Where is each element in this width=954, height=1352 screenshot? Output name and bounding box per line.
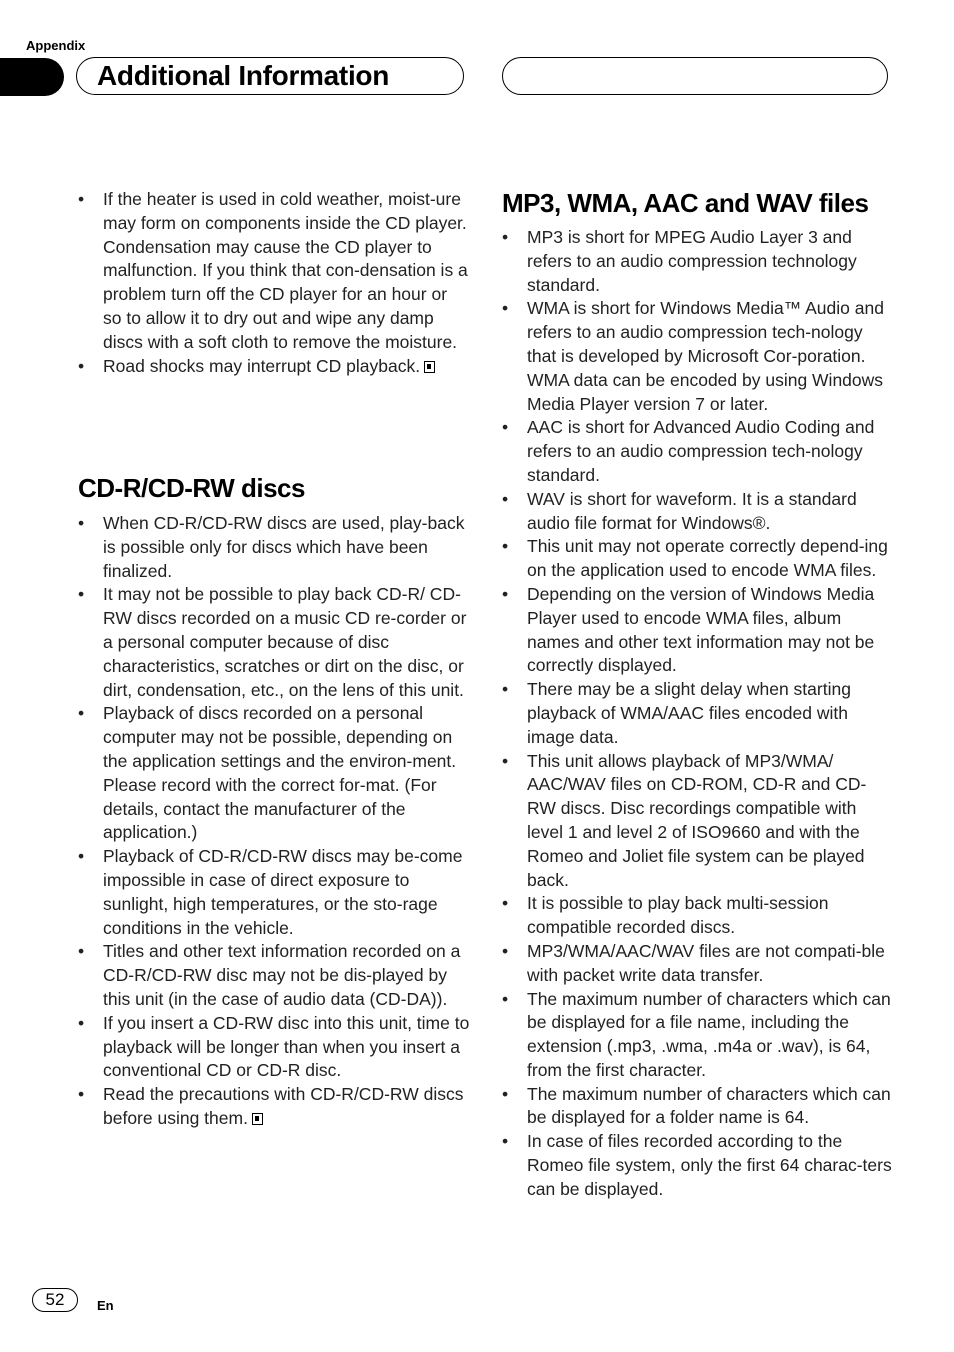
list-item: • MP3 is short for MPEG Audio Layer 3 and refers to an audio compression technology standard. xyxy=(502,226,894,297)
list-item: • Read the precautions with CD-R/CD-RW discs before using them. xyxy=(78,1083,470,1131)
left-column xyxy=(78,188,470,378)
list-item: • Titles and other text information recorded on a CD-R/CD-RW disc may not be dis-played by this unit (in the case of audio data (CD-DA)). xyxy=(78,940,470,1011)
list-item: • This unit allows playback of MP3/WMA/ AAC/WAV files on CD-ROM, CD-R and CD-RW discs. Disc recordings compatible with level 1 and level 2 of ISO9660 and with the Romeo and Joliet file system can be played back. xyxy=(502,750,894,893)
list-item: • Playback of discs recorded on a personal computer may not be possible, depending on the application settings and the environ-ment. Please record with the correct for-mat. (For details, contact the manufacturer of the application.) xyxy=(78,702,470,845)
section-title-mp3: MP3, WMA, AAC and WAV files xyxy=(502,188,869,218)
list-item: • The maximum number of characters which can be displayed for a file name, including the extension (.mp3, .wma, .m4a or .wav), is 64, from the first character. xyxy=(502,988,894,1083)
list-item: • Playback of CD-R/CD-RW discs may be-come impossible in case of direct exposure to sunlight, high temperatures, or the sto-rage conditions in the vehicle. xyxy=(78,845,470,940)
end-mark-icon xyxy=(424,361,435,373)
cdr-section xyxy=(78,472,470,1131)
list-item: • MP3/WMA/AAC/WAV files are not compati-ble with packet write data transfer. xyxy=(502,940,894,988)
mp3-bullet-list xyxy=(502,226,894,1202)
appendix-label: Appendix xyxy=(26,38,86,53)
list-item: • In case of files recorded according to the Romeo file system, only the first 64 charac-ters can be displayed. xyxy=(502,1130,894,1201)
section-tab-marker xyxy=(0,58,64,96)
page-title: Additional Information xyxy=(97,60,390,91)
list-item: • If the heater is used in cold weather, moist-ure may form on components inside the CD player. Condensation may cause the CD player to malfunction. If you think that con-densation is a problem turn off the CD player for an hour or so to allow it to dry out and wipe any damp discs with a soft cloth to remove the moisture. xyxy=(78,188,470,355)
list-item: • It may not be possible to play back CD-R/ CD-RW discs recorded on a music CD re-corder or a personal computer because of disc characteristics, scratches or dirt on the disc, or dirt, condensation, etc., on the lens of this unit. xyxy=(78,583,470,702)
list-item: • WMA is short for Windows Media™ Audio and refers to an audio compression tech-nology that is developed by Microsoft Cor-poration. WMA data can be encoded by using Windows Media Player version 7 or later. xyxy=(502,297,894,416)
intro-bullet-list xyxy=(78,188,470,378)
list-item: • It is possible to play back multi-session compatible recorded discs. xyxy=(502,892,894,940)
page-number: 52 xyxy=(32,1288,78,1312)
list-item: • The maximum number of characters which can be displayed for a folder name is 64. xyxy=(502,1083,894,1131)
list-item: • This unit may not operate correctly depend-ing on the application used to encode WMA files. xyxy=(502,535,894,583)
list-item: • When CD-R/CD-RW discs are used, play-back is possible only for discs which have been finalized. xyxy=(78,512,470,583)
list-item: • There may be a slight delay when starting playback of WMA/AAC files encoded with image data. xyxy=(502,678,894,749)
end-mark-icon xyxy=(252,1113,263,1125)
mp3-section xyxy=(502,187,894,1202)
section-title-cdr: CD-R/CD-RW discs xyxy=(78,473,305,503)
list-item: • WAV is short for waveform. It is a standard audio file format for Windows®. xyxy=(502,488,894,536)
language-label: En xyxy=(97,1298,114,1313)
header-title-box xyxy=(76,57,464,95)
list-item: • If you insert a CD-RW disc into this unit, time to playback will be longer than when you insert a conventional CD or CD-R disc. xyxy=(78,1012,470,1083)
list-item: • Road shocks may interrupt CD playback. xyxy=(78,355,470,379)
list-item: • Depending on the version of Windows Media Player used to encode WMA files, album names and other text information may not be correctly displayed. xyxy=(502,583,894,678)
cdr-bullet-list xyxy=(78,512,470,1131)
list-item: • AAC is short for Advanced Audio Coding and refers to an audio compression tech-nology standard. xyxy=(502,416,894,487)
header-empty-box xyxy=(502,57,888,95)
